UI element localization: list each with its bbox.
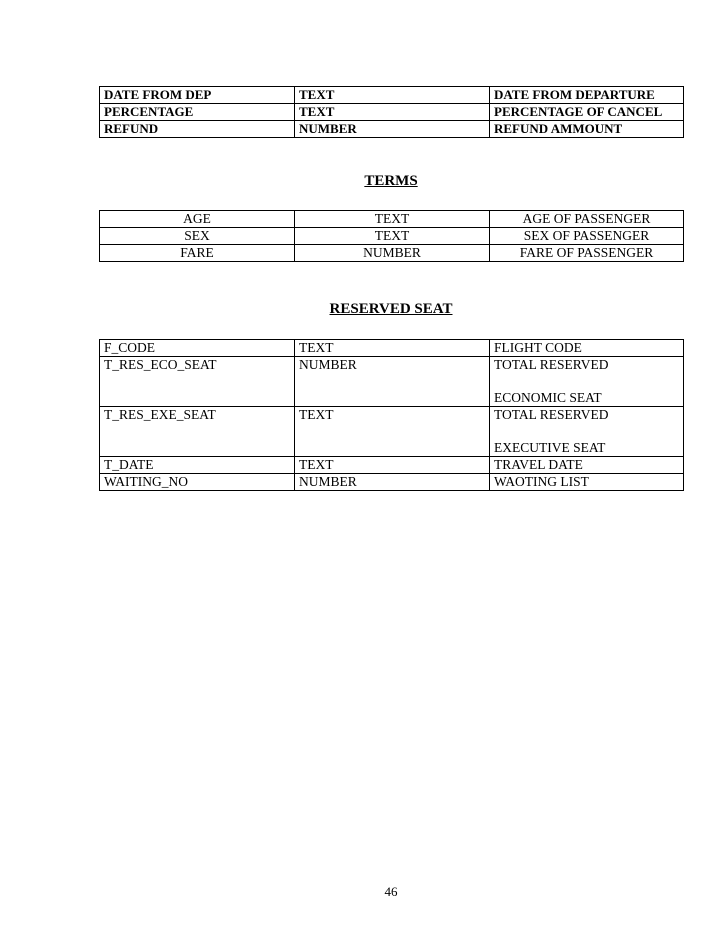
field-type-cell: TEXT	[295, 211, 490, 228]
field-name-cell: WAITING_NO	[100, 474, 295, 491]
field-description-cell: FARE OF PASSENGER	[490, 245, 684, 262]
terms-heading: TERMS	[364, 173, 418, 189]
field-name-cell: AGE	[100, 211, 295, 228]
field-description-cell	[490, 474, 684, 491]
field-description-cell: REFUND AMMOUNT	[490, 121, 684, 138]
cancellation-field-table	[99, 86, 684, 138]
field-type-cell: TEXT	[295, 87, 490, 104]
description-line: FLIGHT CODE	[494, 340, 582, 355]
field-description-cell: SEX OF PASSENGER	[490, 228, 684, 245]
field-description-cell	[490, 407, 684, 457]
table-row	[100, 211, 684, 228]
field-description-cell: PERCENTAGE OF CANCEL	[490, 104, 684, 121]
field-description-cell: DATE FROM DEPARTURE	[490, 87, 684, 104]
field-name-cell: FARE	[100, 245, 295, 262]
description-line: TOTAL RESERVED	[494, 357, 609, 372]
table-row	[100, 104, 684, 121]
field-description-cell: AGE OF PASSENGER	[490, 211, 684, 228]
field-type-cell: TEXT	[295, 340, 490, 357]
field-name-cell: T_RES_ECO_SEAT	[100, 357, 295, 407]
field-type-cell: TEXT	[295, 228, 490, 245]
field-description-cell	[490, 357, 684, 407]
field-type-cell: TEXT	[295, 407, 490, 457]
description-line: WAOTING LIST	[494, 474, 589, 489]
field-type-cell: TEXT	[295, 104, 490, 121]
page-number: 46	[384, 884, 398, 899]
table-row	[100, 340, 684, 357]
table-row	[100, 87, 684, 104]
table-row	[100, 228, 684, 245]
description-line: TRAVEL DATE	[494, 457, 583, 472]
field-name-cell: REFUND	[100, 121, 295, 138]
table-row	[100, 457, 684, 474]
field-type-cell: NUMBER	[295, 357, 490, 407]
field-name-cell: PERCENTAGE	[100, 104, 295, 121]
field-description-cell	[490, 457, 684, 474]
field-name-cell: T_RES_EXE_SEAT	[100, 407, 295, 457]
field-name-cell: DATE FROM DEP	[100, 87, 295, 104]
reserved-seat-heading: RESERVED SEAT	[329, 301, 453, 317]
description-line: TOTAL RESERVED	[494, 407, 609, 422]
reserved-seat-table	[99, 339, 684, 491]
field-name-cell: SEX	[100, 228, 295, 245]
table-row	[100, 245, 684, 262]
field-type-cell: NUMBER	[295, 474, 490, 491]
field-description-cell	[490, 340, 684, 357]
table-row	[100, 121, 684, 138]
table-row	[100, 474, 684, 491]
field-type-cell: NUMBER	[295, 121, 490, 138]
field-type-cell: TEXT	[295, 457, 490, 474]
field-name-cell: F_CODE	[100, 340, 295, 357]
description-line: ECONOMIC SEAT	[494, 390, 602, 405]
table-row	[100, 357, 684, 407]
field-type-cell: NUMBER	[295, 245, 490, 262]
terms-table	[99, 210, 684, 262]
table-row	[100, 407, 684, 457]
description-line: EXECUTIVE SEAT	[494, 440, 606, 455]
field-name-cell: T_DATE	[100, 457, 295, 474]
